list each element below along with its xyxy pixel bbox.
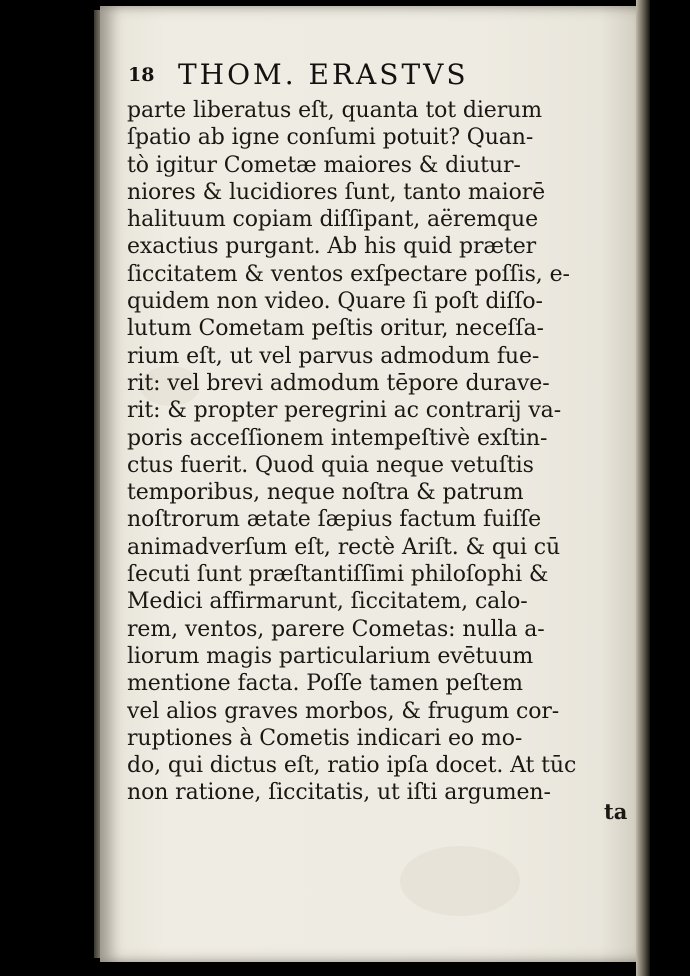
text-line: liorum magis particularium evētuum (127, 643, 534, 669)
text-line: temporibus, neque noſtra & patrum (127, 480, 524, 506)
text-line: tò igitur Cometæ maiores & diutur- (127, 152, 521, 178)
text-line: rit: vel brevi admodum tēpore durave- (127, 370, 550, 396)
text-line: ctus fuerit. Quod quia neque vetuſtis (127, 452, 534, 478)
text-line: halituum copiam diſſipant, aëremque (127, 207, 538, 233)
text-line: exactius purgant. Ab his quid præter (127, 234, 537, 260)
text-line: ſpatio ab igne conſumi potuit? Quan- (127, 125, 534, 151)
text-line: do, qui dictus eſt, ratio ipſa docet. At tūc (127, 753, 577, 779)
page-header (128, 58, 608, 94)
text-line: lutum Cometam peſtis oritur, neceſſa- (127, 316, 544, 342)
text-line: rium eſt, ut vel parvus admodum fue- (127, 343, 540, 369)
text-line: ſecuti ſunt præſtantiſſimi philoſophi & (127, 562, 549, 588)
text-line: rit: & propter peregrini ac contrarij va- (127, 398, 562, 424)
text-line: poris acceſſionem intempeſtivè exſtin- (127, 425, 548, 451)
text-line: animadverſum eſt, rectè Ariſt. & qui cū (127, 534, 561, 560)
text-line: parte liberatus eſt, quanta tot dierum (127, 98, 542, 123)
paper-stain (400, 846, 520, 916)
running-head: THOM. ERASTVS (178, 58, 469, 91)
catchword: ta (604, 799, 628, 824)
text-line: vel alios graves morbos, & frugum cor- (127, 698, 560, 724)
text-line: niores & lucidiores ſunt, tanto maiorē (127, 179, 546, 205)
text-line: mentione facta. Poſſe tamen peſtem (127, 671, 523, 697)
body-text (127, 97, 642, 807)
text-line: ruptiones à Cometis indicari eo mo- (127, 725, 523, 751)
text-line: non ratione, ſiccitatis, ut iſti argumen- (127, 780, 551, 806)
text-line: ſiccitatem & ventos exſpectare poſſis, e- (127, 261, 570, 287)
text-line: noſtrorum ætate ſæpius factum fuiſſe (127, 507, 542, 533)
text-line: quidem non video. Quare ſi poſt diſſo- (127, 289, 543, 315)
page-number: 18 (128, 64, 155, 86)
text-line: rem, ventos, parere Cometas: nulla a- (127, 616, 545, 642)
text-line: Medici affirmarunt, ſiccitatem, calo- (127, 589, 528, 615)
